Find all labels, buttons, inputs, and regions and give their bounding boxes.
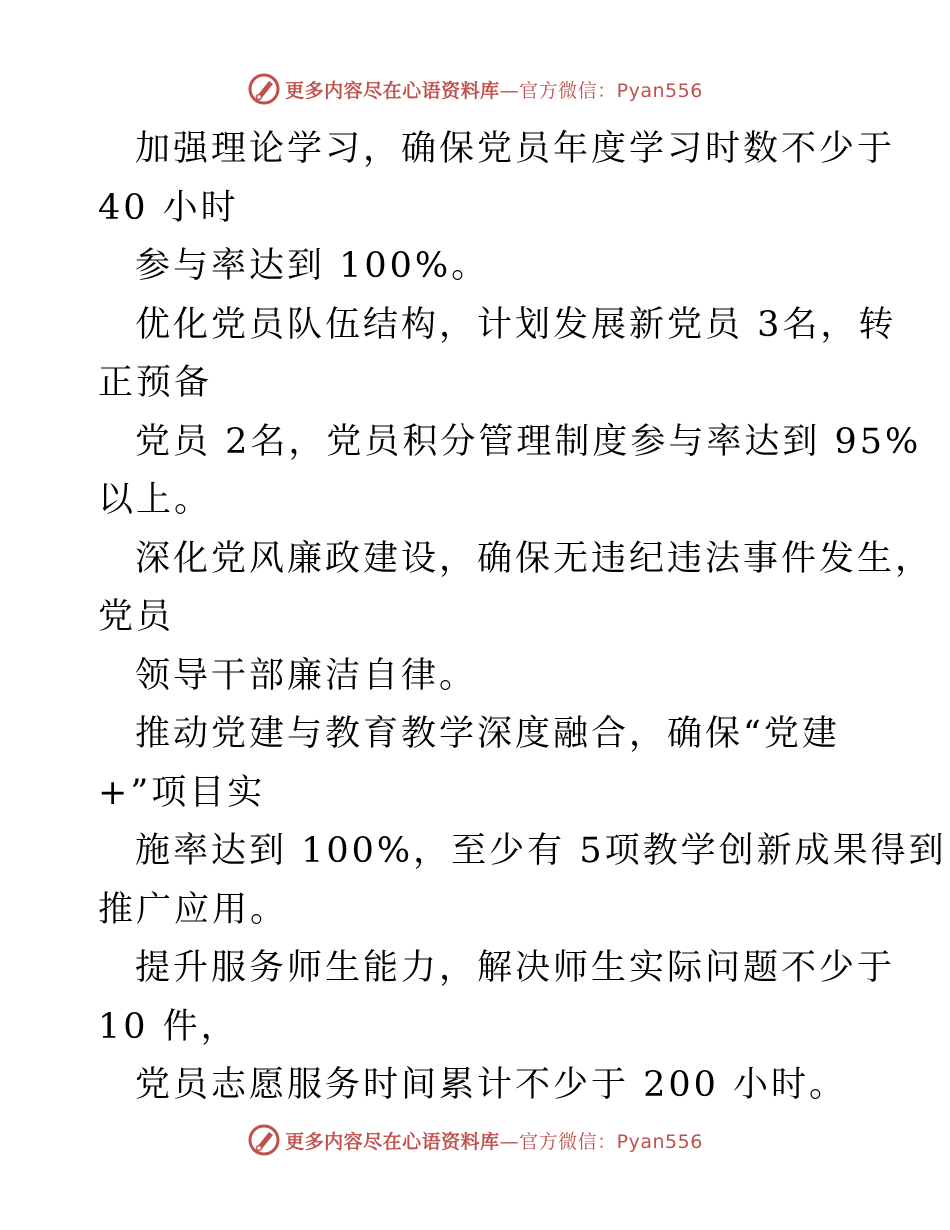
watermark-brand: 更多内容尽在心语资料库	[285, 79, 500, 102]
document-body	[98, 120, 947, 1115]
header-watermark	[0, 72, 950, 106]
text-line: 以上。	[98, 480, 213, 520]
text-line: 加强理论学习，确保党员年度学习时数不少于	[135, 129, 896, 169]
text-line: 优化党员队伍结构，计划发展新党员 3名，转	[135, 304, 897, 345]
text-line: 党员志愿服务时间累计不少于 200 小时。	[135, 1065, 848, 1105]
watermark-separator: —	[499, 1130, 520, 1153]
text-line: +”项目实	[98, 772, 266, 813]
text-line: 推动党建与教育教学深度融合，确保“党建	[135, 714, 840, 754]
text-line: 正预备	[98, 363, 213, 403]
text-line: 领导干部廉洁自律。	[135, 655, 478, 696]
text-line: 10 件，	[98, 1006, 239, 1047]
text-line: 提升服务师生能力，解决师生实际问题不少于	[135, 948, 896, 988]
text-line: 党员 2名，党员积分管理制度参与率达到 95%	[135, 421, 922, 462]
watermark-text	[285, 1127, 703, 1154]
pen-logo-icon	[247, 72, 281, 106]
watermark-text	[285, 76, 703, 103]
watermark-contact: 官方微信：Pyan556	[519, 79, 703, 102]
pen-logo-icon	[247, 1123, 281, 1157]
text-line: 深化党风廉政建设，确保无违纪违法事件发生，	[135, 538, 934, 579]
text-line: 施率达到 100%，至少有 5项教学创新成果得到	[135, 831, 947, 871]
text-line: 参与率达到 100%。	[135, 246, 490, 286]
watermark-brand: 更多内容尽在心语资料库	[285, 1130, 500, 1153]
text-line: 推广应用。	[98, 889, 289, 930]
watermark-separator: —	[499, 79, 520, 102]
footer-watermark	[0, 1123, 950, 1157]
watermark-contact: 官方微信：Pyan556	[519, 1130, 703, 1153]
text-line: 40 小时	[98, 187, 239, 228]
text-line: 党员	[98, 597, 175, 637]
